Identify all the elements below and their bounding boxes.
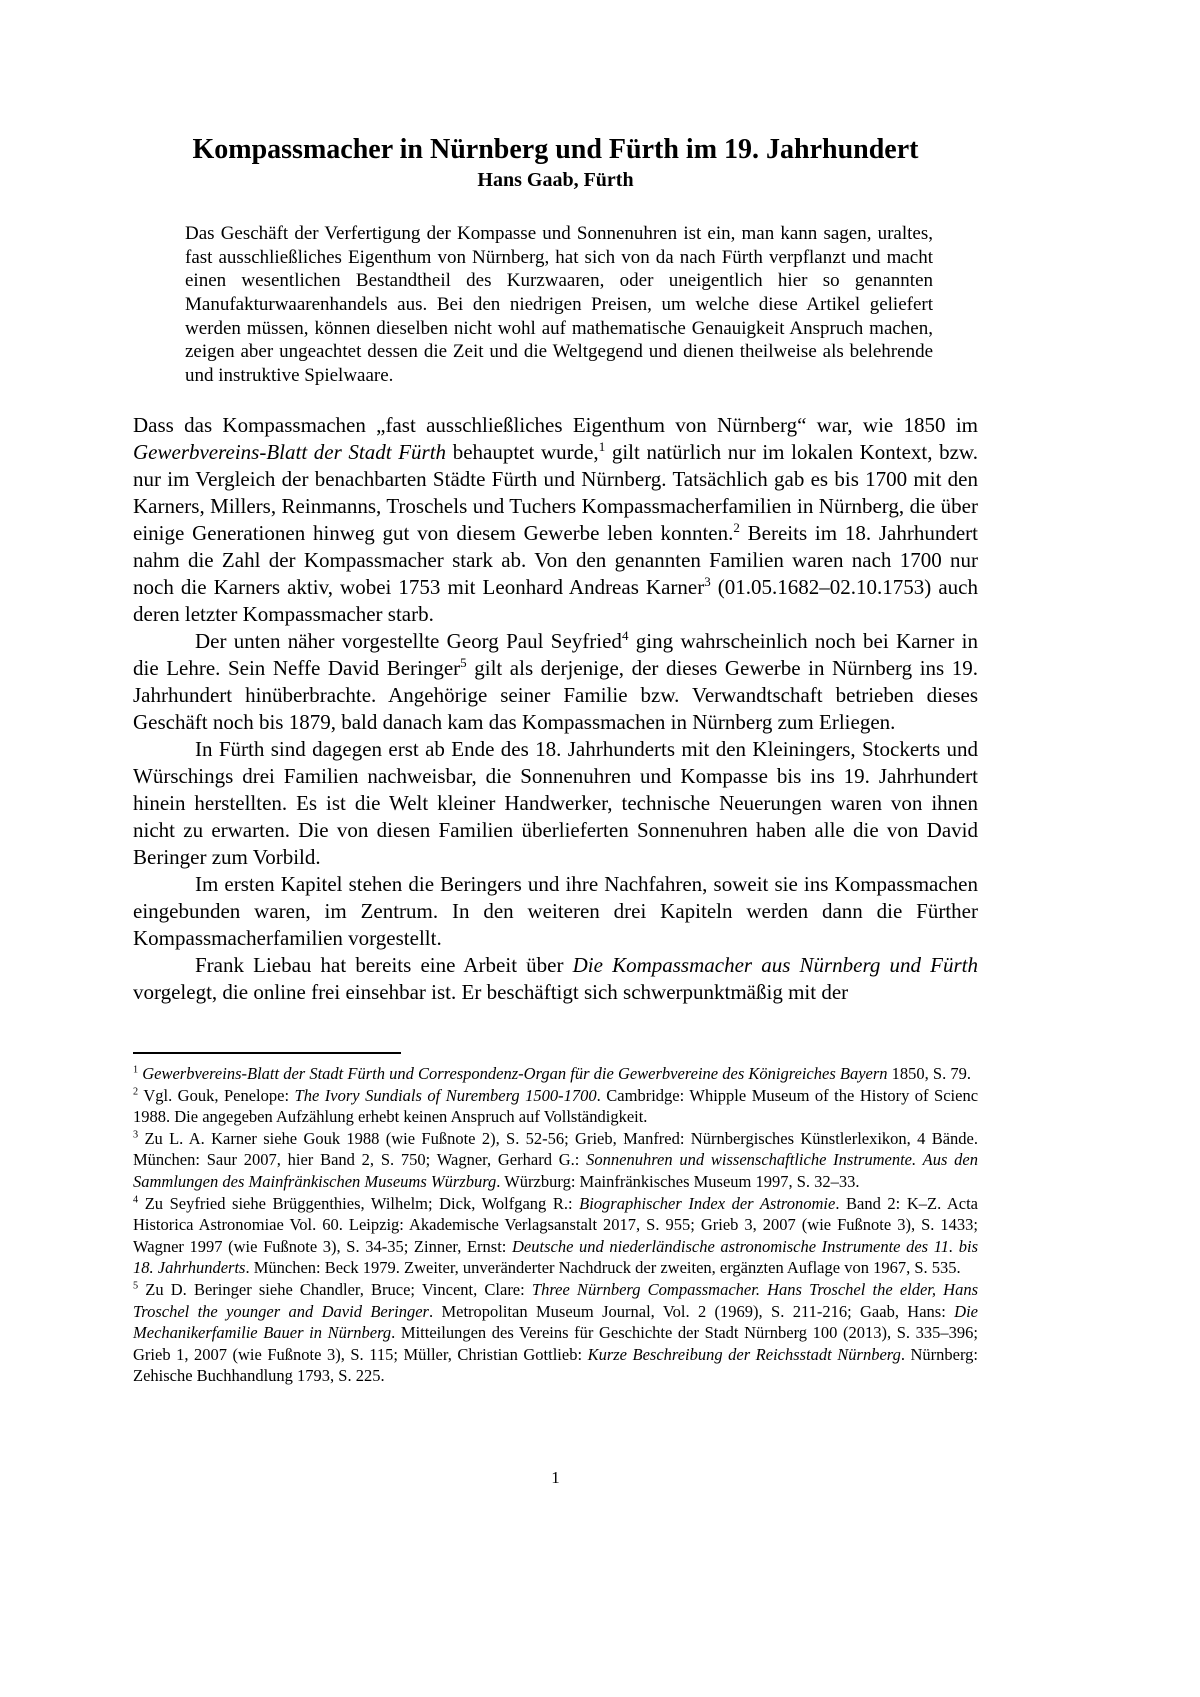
footnote-marker: 4 (133, 1194, 139, 1206)
body-paragraph (133, 736, 978, 871)
footnote (133, 1279, 978, 1387)
text-run: behauptet wurde, (446, 440, 599, 465)
body-paragraph (133, 412, 978, 628)
footnote-section (133, 1052, 978, 1387)
footnote-ref: 2 (733, 520, 740, 536)
text-run: Biographischer Index der Astronomie (579, 1193, 836, 1213)
text-run: (01.05.1682–02.10.1753) auch deren letzter Kompassmacher starb. (133, 575, 978, 627)
body-text (133, 412, 978, 1006)
text-run: . Nürnberg: Zehische Buchhandlung 1793, S. 225. (133, 1344, 978, 1386)
text-run: 1850, S. 79. (887, 1064, 971, 1083)
text-run: Die Kompassmacher aus Nürnberg und Fürth (572, 953, 978, 978)
body-paragraph (133, 628, 978, 736)
author-line: Hans Gaab, Fürth (477, 169, 634, 192)
text-run: Zu L. A. Karner siehe Gouk 1988 (wie Fußnote 2), S. 52-56; Grieb, Manfred: Nürnbergisches Künstlerlexikon, 4 Bände. München: Saur 2007, hier Band 2, S. 750; Wagner, Gerhard G.: (133, 1128, 978, 1170)
footnote-ref: 1 (598, 439, 606, 455)
text-run: In Fürth sind dagegen erst ab Ende des 18. Jahrhunderts mit den Kleiningers, Stockerts und Würschings drei Familien nachweisbar, die Sonnenuhren und Kompasse bis ins 19. Jahrhundert hinein herstellten. Es ist die Welt kleiner Handwerker, technische Neuerungen waren von ihnen nicht zu erwarten. Die von diesen Familien überlieferten Sonnenuhren haben alle die von David Beringer zum Vorbild. (133, 737, 978, 870)
page-title: Kompassmacher in Nürnberg und Fürth im 19. Jahrhundert (192, 134, 919, 165)
text-run: Dass das Kompassmachen „fast ausschließliches Eigenthum von Nürnberg“ war, wie 1850 im (133, 413, 978, 438)
text-run: . Würzburg: Mainfränkisches Museum 1997, S. 32–33. (496, 1171, 860, 1191)
text-run: . Metropolitan Museum Journal, Vol. 2 (1969), S. 211-216; Gaab, Hans: (428, 1301, 955, 1321)
text-run: . Mitteilungen des Vereins für Geschichte der Stadt Nürnberg 100 (2013), S. 335–396; Grieb 1, 2007 (wie Fußnote 3), S. 115; Müller, Christian Gottlieb: (133, 1323, 978, 1364)
text-run: Kurze Beschreibung der Reichsstadt Nürnberg (587, 1344, 901, 1364)
text-run: Vgl. Gouk, Penelope: (143, 1085, 295, 1105)
text-run: Gewerbvereins-Blatt der Stadt Fürth (133, 440, 447, 465)
footnote-marker: 3 (133, 1129, 139, 1141)
footnote-ref: 5 (460, 655, 467, 671)
text-run: Sonnenuhren und wissenschaftliche Instrumente. Aus den Sammlungen des Mainfränkischen Museums Würzburg (133, 1150, 978, 1191)
footnote-marker: 1 (133, 1064, 139, 1076)
text-run: Frank Liebau hat bereits eine Arbeit über (195, 953, 573, 978)
text-run: vorgelegt, die online frei einsehbar ist. Er beschäftigt sich schwerpunktmäßig mit der (133, 980, 849, 1005)
text-run: . München: Beck 1979. Zweiter, unveränderter Nachdruck der zweiten, ergänzten Auflage von 1967, S. 535. (245, 1258, 961, 1278)
text-run: The Ivory Sundials of Nuremberg 1500-1700 (294, 1085, 597, 1105)
text-run: Im ersten Kapitel stehen die Beringers und ihre Nachfahren, soweit sie ins Kompassmachen eingebunden waren, im Zentrum. In den weiteren drei Kapiteln werden dann die Fürther Kompassmacherfamilien vorgestellt. (133, 872, 978, 951)
footnotes-list (133, 1063, 978, 1387)
footnote-separator (133, 1052, 401, 1054)
footnote (133, 1063, 978, 1085)
text-run: Bereits im 18. Jahrhundert nahm die Zahl der Kompassmacher stark ab. Von den genannten Familien waren nach 1700 nur noch die Karners aktiv, wobei 1753 mit Leonhard Andreas Karner (133, 521, 978, 600)
text-run: . Band 2: K–Z. Acta Historica Astronomiae Vol. 60. Leipzig: Akademische Verlagsanstalt 2017, S. 955; Grieb 3, 2007 (wie Fußnote 3), S. 1433; Wagner 1997 (wie Fußnote 3), S. 34-35; Zinner, Ernst: (133, 1193, 979, 1256)
text-run: Zu D. Beringer siehe Chandler, Bruce; Vincent, Clare: (145, 1279, 532, 1299)
text-run: Deutsche und niederländische astronomische Instrumente des 11. bis 18. Jahrhunderts (133, 1236, 979, 1278)
footnote-marker: 2 (133, 1086, 139, 1098)
body-paragraph (133, 871, 978, 952)
footnote (133, 1128, 978, 1193)
text-run: ging wahrscheinlich noch bei Karner in die Lehre. Sein Neffe David Beringer (133, 629, 979, 681)
page-content (133, 0, 978, 1006)
footnote-ref: 3 (704, 574, 711, 590)
page-number: 1 (551, 1468, 560, 1487)
text-run: Zu Seyfried siehe Brüggenthies, Wilhelm; Dick, Wolfgang R.: (144, 1193, 580, 1213)
block-quote: Das Geschäft der Verfertigung der Kompasse und Sonnenuhren ist ein, man kann sagen, uraltes, fast ausschließliches Eigenthum von Nürnberg, hat sich von da nach Fürth verpflanzt und macht einen wesentlichen Bestandtheil des Kurzwaaren, oder uneigentlich hier so genannten Manufakturwaarenhandels aus. Bei den niedrigen Preisen, um welche diese Artikel geliefert werden müssen, können dieselben nicht wohl auf mathematische Genauigkeit Anspruch machen, zeigen aber ungeachtet dessen die Zeit und die Weltgegend und dienen theilweise als belehrende und instruktive Spielwaare. (185, 223, 933, 386)
text-run: gilt als derjenige, der dieses Gewerbe in Nürnberg ins 19. Jahrhundert hinüberbrachte. Angehörige seiner Familie bzw. Verwandtschaft betrieben dieses Geschäft noch bis 1879, bald danach kam das Kompassmachen in Nürnberg zum Erliegen. (133, 656, 979, 735)
footnote-ref: 4 (621, 628, 629, 644)
text-run: . Cambridge: Whipple Museum of the History of Scienc 1988. Die angegeben Aufzählung erhebt keinen Anspruch auf Vollständigkeit. (133, 1085, 979, 1127)
text-run: Three Nürnberg Compassmacher. Hans Troschel the elder, Hans Troschel the younger and David Beringer (133, 1279, 979, 1321)
text-run: gilt natürlich nur im lokalen Kontext, bzw. nur im Vergleich der benachbarten Städte Fürth und Nürnberg. Tatsächlich gab es bis 1700 mit den Karners, Millers, Reinmanns, Troschels und Tuchers Kompassmacherfamilien in Nürnberg, die über einige Generationen hinweg gut von diesem Gewerbe leben konnten. (133, 440, 978, 546)
body-paragraph (133, 952, 978, 1006)
footnote (133, 1085, 978, 1128)
text-run: Die Mechanikerfamilie Bauer in Nürnberg (133, 1301, 978, 1343)
footnote-marker: 5 (133, 1280, 139, 1292)
text-run: Der unten näher vorgestellte Georg Paul Seyfried (195, 629, 622, 654)
text-run: Gewerbvereins-Blatt der Stadt Fürth und Correspondenz-Organ für die Gewerbvereine des Königreiches Bayern (142, 1064, 888, 1083)
footnote (133, 1193, 978, 1279)
